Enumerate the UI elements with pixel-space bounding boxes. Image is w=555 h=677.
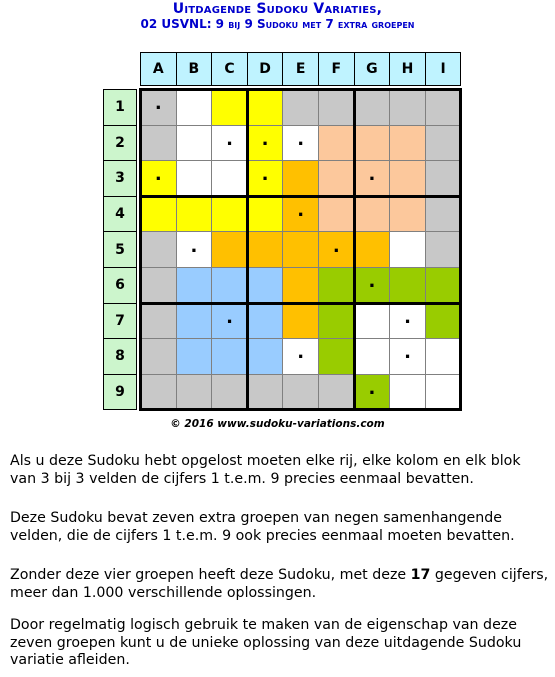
row-header-1: 1 (103, 89, 137, 126)
grid-cell-c9[interactable] (211, 374, 248, 411)
grid-cell-i2[interactable] (425, 125, 462, 162)
grid-cell-b2[interactable] (176, 125, 213, 162)
row-header-6: 6 (103, 267, 137, 304)
row-header-4: 4 (103, 196, 137, 233)
cell-value: . (154, 93, 162, 115)
grid-cell-i1[interactable] (425, 89, 462, 126)
puzzle-subtitle: 02 USVNL: 9 bij 9 Sudoku met 7 extra groepen (140, 17, 415, 31)
grid-cell-a4[interactable] (140, 196, 177, 233)
cell-value: . (297, 128, 305, 150)
grid-cell-g2[interactable] (354, 125, 391, 162)
grid-cell-g1[interactable] (354, 89, 391, 126)
cell-value: . (368, 378, 376, 400)
grid-cell-f6[interactable] (318, 267, 355, 304)
grid-cell-h4[interactable] (389, 196, 426, 233)
grid-cell-f1[interactable] (318, 89, 355, 126)
grid-cell-b7[interactable] (176, 303, 213, 340)
row-header-9: 9 (103, 374, 137, 411)
grid-cell-e2[interactable] (282, 125, 319, 162)
paragraph-solutions-before: Zonder deze vier groepen heeft deze Sudoku, met deze (10, 567, 411, 583)
grid-cell-h8[interactable] (389, 338, 426, 375)
grid-cell-d7[interactable] (247, 303, 284, 340)
grid-cell-c5[interactable] (211, 231, 248, 268)
grid-cell-d2[interactable] (247, 125, 284, 162)
grid-cell-g7[interactable] (354, 303, 391, 340)
grid-cell-h7[interactable] (389, 303, 426, 340)
cell-value: . (404, 342, 411, 364)
given-count: 17 (410, 567, 431, 583)
cell-value: . (332, 235, 340, 257)
box-divider-vertical (353, 89, 356, 409)
cell-value: . (368, 164, 376, 186)
grid-cell-c2[interactable] (211, 125, 248, 162)
grid-cell-c3[interactable] (211, 160, 248, 197)
grid-cell-a6[interactable] (140, 267, 177, 304)
grid-cell-e9[interactable] (282, 374, 319, 411)
grid-cell-b3[interactable] (176, 160, 213, 197)
grid-cell-g6[interactable] (354, 267, 391, 304)
grid-cell-c1[interactable] (211, 89, 248, 126)
grid-cell-c6[interactable] (211, 267, 248, 304)
grid-cell-i4[interactable] (425, 196, 462, 233)
box-divider-horizontal (140, 302, 460, 305)
grid-cell-e3[interactable] (282, 160, 319, 197)
grid-cell-g4[interactable] (354, 196, 391, 233)
cell-value: . (190, 235, 198, 257)
grid-cell-e1[interactable] (282, 89, 319, 126)
grid-cell-a3[interactable] (140, 160, 177, 197)
grid-cell-c8[interactable] (211, 338, 248, 375)
grid-cell-e4[interactable] (282, 196, 319, 233)
grid-cell-i7[interactable] (425, 303, 462, 340)
box-divider-vertical (246, 89, 249, 409)
column-header-c: C (211, 52, 248, 86)
grid-cell-e5[interactable] (282, 231, 319, 268)
column-header-f: F (318, 52, 355, 86)
grid-cell-c7[interactable] (211, 303, 248, 340)
cell-value: . (226, 128, 233, 150)
column-header-a: A (140, 52, 177, 86)
grid-cell-g5[interactable] (354, 231, 391, 268)
cell-value: . (261, 128, 269, 150)
grid-cell-b9[interactable] (176, 374, 213, 411)
paragraph-groups: Deze Sudoku bevat zeven extra groepen van negen samenhangende velden, die de cijfers 1 t.e.m. 9 ook precies eenmaal moeten bevatten. (10, 510, 515, 544)
paragraph-solutions-after: gegeven cijfers, meer dan 1.000 verschillende oplossingen. (10, 567, 549, 601)
column-header-e: E (282, 52, 319, 86)
cell-value: . (154, 164, 162, 186)
grid-cell-h1[interactable] (389, 89, 426, 126)
grid-cell-h3[interactable] (389, 160, 426, 197)
grid-cell-g8[interactable] (354, 338, 391, 375)
cell-value: . (297, 200, 305, 222)
grid-cell-i8[interactable] (425, 338, 462, 375)
grid-cell-i9[interactable] (425, 374, 462, 411)
grid-cell-b6[interactable] (176, 267, 213, 304)
grid-cell-a2[interactable] (140, 125, 177, 162)
cell-value: . (261, 164, 269, 186)
cell-value: . (226, 306, 233, 328)
grid-cell-f3[interactable] (318, 160, 355, 197)
grid-cell-a7[interactable] (140, 303, 177, 340)
grid-cell-h5[interactable] (389, 231, 426, 268)
copyright-notice: © 2016 www.sudoku-variations.com (170, 418, 385, 430)
grid-cell-b5[interactable] (176, 231, 213, 268)
grid-cell-d5[interactable] (247, 231, 284, 268)
grid-cell-h2[interactable] (389, 125, 426, 162)
column-header-d: D (247, 52, 284, 86)
grid-cell-i3[interactable] (425, 160, 462, 197)
grid-cell-f8[interactable] (318, 338, 355, 375)
grid-cell-b4[interactable] (176, 196, 213, 233)
grid-cell-e8[interactable] (282, 338, 319, 375)
grid-cell-b1[interactable] (176, 89, 213, 126)
grid-cell-f2[interactable] (318, 125, 355, 162)
grid-cell-a5[interactable] (140, 231, 177, 268)
grid-cell-e6[interactable] (282, 267, 319, 304)
box-divider-horizontal (140, 195, 460, 198)
column-header-h: H (389, 52, 426, 86)
grid-cell-f4[interactable] (318, 196, 355, 233)
grid-cell-f5[interactable] (318, 231, 355, 268)
grid-cell-a1[interactable] (140, 89, 177, 126)
grid-cell-a8[interactable] (140, 338, 177, 375)
column-header-b: B (176, 52, 213, 86)
column-header-i: I (425, 52, 462, 86)
row-header-8: 8 (103, 338, 137, 375)
grid-cell-c4[interactable] (211, 196, 248, 233)
cell-value: . (297, 342, 305, 364)
row-header-2: 2 (103, 125, 137, 162)
grid-cell-d4[interactable] (247, 196, 284, 233)
grid-cell-d6[interactable] (247, 267, 284, 304)
grid-cell-i6[interactable] (425, 267, 462, 304)
grid-cell-g3[interactable] (354, 160, 391, 197)
grid-cell-b8[interactable] (176, 338, 213, 375)
grid-cell-h6[interactable] (389, 267, 426, 304)
grid-cell-g9[interactable] (354, 374, 391, 411)
sudoku-board (103, 52, 463, 412)
grid-cell-f9[interactable] (318, 374, 355, 411)
paragraph-solutions (10, 567, 550, 602)
row-header-7: 7 (103, 303, 137, 340)
grid-cell-i5[interactable] (425, 231, 462, 268)
paragraph-rules: Als u deze Sudoku hebt opgelost moeten elke rij, elke kolom en elk blok van 3 bij 3 velden de cijfers 1 t.e.m. 9 precies eenmaal bevatten. (10, 453, 521, 487)
grid-cell-d3[interactable] (247, 160, 284, 197)
grid-cell-f7[interactable] (318, 303, 355, 340)
row-header-5: 5 (103, 231, 137, 268)
column-header-g: G (354, 52, 391, 86)
cell-value: . (404, 306, 411, 328)
grid-cell-e7[interactable] (282, 303, 319, 340)
grid-cell-d1[interactable] (247, 89, 284, 126)
grid-cell-h9[interactable] (389, 374, 426, 411)
grid-cell-d8[interactable] (247, 338, 284, 375)
grid-cell-a9[interactable] (140, 374, 177, 411)
grid-cell-d9[interactable] (247, 374, 284, 411)
cell-value: . (368, 271, 376, 293)
paragraph-logic: Door regelmatig logisch gebruik te maken van de eigenschap van deze zeven groepen kunt u de unieke oplossing van deze uitdagende Sudoku variatie afleiden. (10, 617, 522, 668)
row-header-3: 3 (103, 160, 137, 197)
puzzle-title: Uitdagende Sudoku Variaties, (172, 1, 383, 17)
